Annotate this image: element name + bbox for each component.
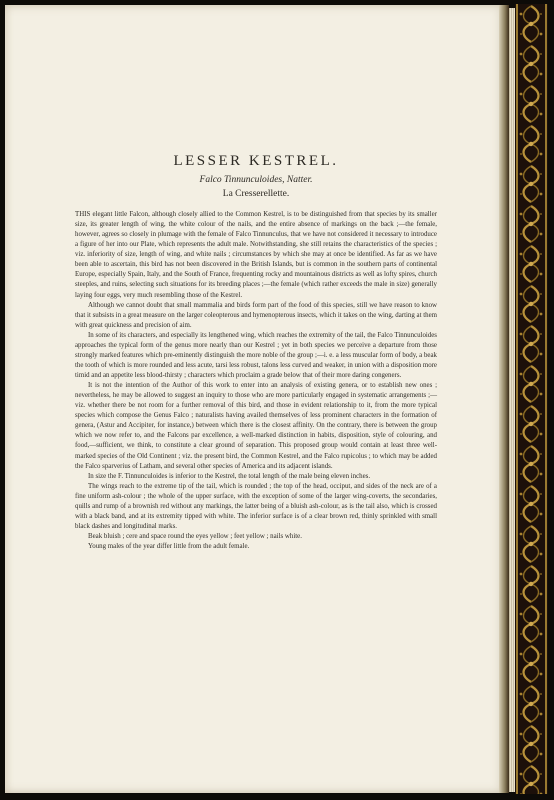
gilt-binding-ornament	[515, 4, 548, 794]
paragraph-6: The wings reach to the extreme tip of the tail, which is rounded ; the top of the head, occiput, and sides of the neck are of a fine uniform ash-colour ; the whole of the upper surface, with the exception of some of the larger wing-coverts, the secondaries, quills and rump of a brownish red without any markings, the latter being of a bluish ash-colour, as is the tail also, which is crossed with a black band, and at its extremity tipped with white. The inferior surface is of a clear brown red, thinly sprinkled with small black dashes and longitudinal marks.	[75, 482, 437, 530]
paragraph-5: In size the F. Tinnunculoides is inferior to the Kestrel, the total length of the male being eleven inches.	[88, 472, 371, 480]
latin-binomial: Falco Tinnunculoides,	[199, 175, 285, 185]
page-gutter	[499, 5, 509, 793]
body-text	[75, 210, 437, 552]
paragraph-2: Although we cannot doubt that small mammalia and birds form part of the food of this species, still we have reason to know that it subsists in a great measure on the larger coleopterous and hymenopterous insects, which it takes on the wing, darting at them with great quickness and precision of aim.	[75, 301, 437, 329]
latin-author: Natter.	[286, 175, 313, 185]
page-title: LESSER KESTREL.	[173, 153, 339, 169]
paragraph-8: Young males of the year differ little from the adult female.	[88, 543, 250, 551]
paragraph-3: In some of its characters, and especially its lengthened wing, which reaches the extremity of the tail, the Falco Tinnunculoides approaches the typical form of the genus more nearly than our Kestrel ; yet in both species we perceive a departure from those strongly marked features which pre-eminently distinguish the more noble of the group ;—i. e. a less muscular form of body, a beak the tooth of which is more rounded and less acute, tarsi less robust, talons less curved and weaker, in union with a disposition more timid and an appetite less blood-thirsty ; characters which proclaim a grade below that of their more daring congeners.	[75, 331, 437, 379]
french-name: La Cresserellette.	[222, 189, 290, 199]
paragraph-7: Beak bluish ; cere and space round the eyes yellow ; feet yellow ; nails white.	[88, 533, 302, 540]
paragraph-1: THIS elegant little Falcon, although closely allied to the Common Kestrel, is to be distinguished from that species by its smaller size, its greater length of wing, the white colour of the nails, and the entire absence of markings on the back ;—the female, however, agrees so closely in plumage with the female of Falco Tinnunculus, that we have not considered it necessary to introduce a figure of her into our Plate, which represents the adult male. Notwithstanding, she still retains the characteristics of the species ; viz. inferiority of size, length of wing, and white nails ; circumstances by which she may at once be identified. As far as we have been able to ascertain, this bird has not been discovered in the British Islands, but is common in the southern parts of continental Europe, especially Spain, Italy, and the South of France, frequenting rocky and mountainous districts as well as lofty spires, church steeples, and ruins, selecting such situations for its breeding places ;—the female (which rather exceeds the male in size) generally laying four eggs, very much resembling those of the Kestrel.	[75, 211, 437, 299]
paragraph-4: It is not the intention of the Author of this work to enter into an analysis of existing genera, or to establish new ones ; nevertheless, he may be allowed to suggest an inquiry to those who are more particularly engaged in systematic arrangements ;—viz. whether there be not room for a further removal of this bird, and those in evident relationship to it, from the more typical species which compose the Genus Falco ; naturalists having availed themselves of less prominent characters in the formation of genera, (Astur and Accipiter, for instance,) between which there is the closest affinity. On the contrary, there is between the group which we now refer to, and the Falcons par excellence, a well-marked distinction in habits, disposition, style of colouring, and food,—sufficient, we think, to constitute a clear ground of separation. This proposed group would contain at least three well-marked species of the Old Continent ; viz. the present bird, the Common Kestrel, and the Falco rupicolus ; to which may be added the Falco sparverius of Latham, and several other species of America and its adjacent islands.	[75, 382, 437, 470]
book-page	[5, 5, 507, 793]
binding-pattern-icon	[515, 4, 548, 794]
latin-name	[5, 175, 507, 185]
